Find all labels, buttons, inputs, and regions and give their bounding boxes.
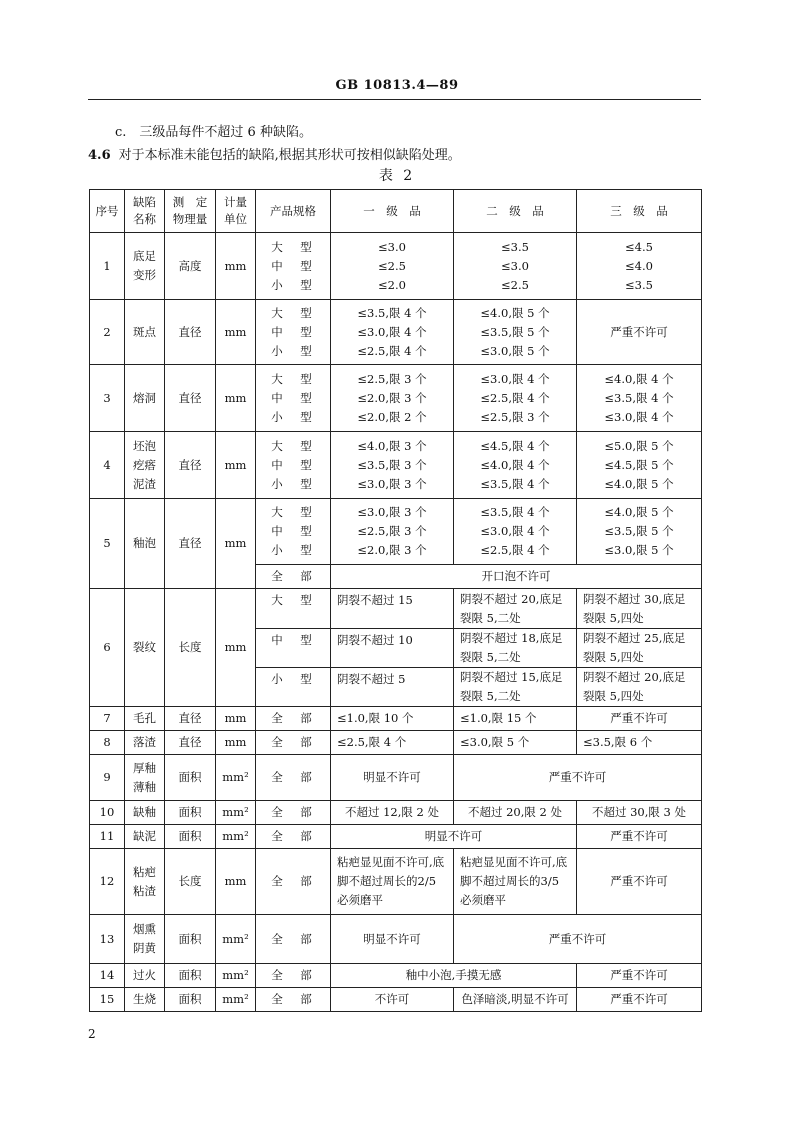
table-row: 12 粘疤 粘渣 长度 mm 全 部 粘疤显见面不许可,底 脚不超过周长的2/5 必须磨平 粘疤显见面不许可,底 脚不超过周长的3/5 必须磨平 严重不许可	[90, 849, 702, 915]
header-rule	[88, 99, 701, 100]
defect-name: 烟熏 阴黄	[125, 915, 165, 964]
table-row: 14 过火 面积 mm² 全 部 釉中小泡,手摸无感 严重不许可	[90, 964, 702, 988]
defect-table	[89, 189, 702, 1012]
defect-name: 底足 变形	[125, 233, 165, 300]
spec-cell: 全 部	[256, 801, 331, 825]
defect-name: 粘疤 粘渣	[125, 849, 165, 915]
spec-cell: 全 部	[256, 731, 331, 755]
table-row: 15 生烧 面积 mm² 全 部 不许可 色泽暗淡,明显不许可 严重不许可	[90, 988, 702, 1012]
defect-name: 缺泥	[125, 825, 165, 849]
table-row: 中 型 阴裂不超过 10 阴裂不超过 18,底足 裂限 5,二处 阴裂不超过 25,底足 裂限 5,四处	[90, 629, 702, 668]
spec-cell: 全 部	[256, 988, 331, 1012]
defect-name: 厚釉 薄釉	[125, 755, 165, 801]
header-measure: 测 定 物理量	[165, 190, 216, 233]
defect-name: 坯泡 疙瘩 泥渣	[125, 432, 165, 499]
clause-4-6	[88, 144, 461, 163]
table-row: 9 厚釉 薄釉 面积 mm² 全 部 明显不许可 严重不许可	[90, 755, 702, 801]
page-number: 2	[88, 1027, 96, 1041]
header-grade-1: 一 级 品	[331, 190, 454, 233]
defect-name: 釉泡	[125, 499, 165, 589]
spec-cell: 全 部	[256, 915, 331, 964]
table-row: 8 落渣 直径 mm 全 部 ≤2.5,限 4 个 ≤3.0,限 5 个 ≤3.5,限 6 个	[90, 731, 702, 755]
spec-cell: 全 部	[256, 755, 331, 801]
table-header-row	[90, 190, 702, 233]
spec-cell: 小 型	[256, 668, 331, 707]
spec-cell: 全 部	[256, 707, 331, 731]
defect-name: 生烧	[125, 988, 165, 1012]
table-row: 全 部 开口泡不许可	[90, 565, 702, 589]
header-grade-2: 二 级 品	[454, 190, 577, 233]
defect-name: 熔洞	[125, 365, 165, 432]
table-row: 4 坯泡 疙瘩 泥渣 直径 mm 大 型 中 型 小 型 ≤4.0,限 3 个 ≤3.5,限 3 个 ≤3.0,限 3 个 ≤4.5,限 4 个 ≤4.0,限 4 个 ≤3.5,限 4 个 ≤5.0,限 5 个 ≤4.5,限 5 个 ≤4.0,限 5 个	[90, 432, 702, 499]
table-row: 5 釉泡 直径 mm 大 型 中 型 小 型 ≤3.0,限 3 个 ≤2.5,限 3 个 ≤2.0,限 3 个 ≤3.5,限 4 个 ≤3.0,限 4 个 ≤2.5,限 4 个 ≤4.0,限 5 个 ≤3.5,限 5 个 ≤3.0,限 5 个	[90, 499, 702, 565]
defect-name: 过火	[125, 964, 165, 988]
clause-number: 4.6	[88, 148, 111, 163]
header-unit: 计量 单位	[216, 190, 256, 233]
spec-cell: 大 型 中 型 小 型	[256, 233, 331, 300]
spec-cell: 中 型	[256, 629, 331, 668]
defect-name: 缺釉	[125, 801, 165, 825]
defect-name: 斑点	[125, 300, 165, 365]
defect-name: 裂纹	[125, 589, 165, 707]
spec-cell: 大 型 中 型 小 型	[256, 365, 331, 432]
spec-cell: 大 型 中 型 小 型	[256, 499, 331, 565]
defect-name: 毛孔	[125, 707, 165, 731]
table-row: 13 烟熏 阴黄 面积 mm² 全 部 明显不许可 严重不许可	[90, 915, 702, 964]
spec-cell: 全 部	[256, 849, 331, 915]
table-row: 3 熔洞 直径 mm 大 型 中 型 小 型 ≤2.5,限 3 个 ≤2.0,限 3 个 ≤2.0,限 2 个 ≤3.0,限 4 个 ≤2.5,限 4 个 ≤2.5,限 3 个 ≤4.0,限 4 个 ≤3.5,限 4 个 ≤3.0,限 4 个	[90, 365, 702, 432]
spec-cell: 大 型 中 型 小 型	[256, 300, 331, 365]
table-row: 6 裂纹 长度 mm 大 型 阴裂不超过 15 阴裂不超过 20,底足 裂限 5,二处 阴裂不超过 30,底足 裂限 5,四处	[90, 589, 702, 629]
spec-cell: 全 部	[256, 825, 331, 849]
defect-name: 落渣	[125, 731, 165, 755]
table-caption: 表 2	[378, 168, 416, 184]
header-defect: 缺陷 名称	[125, 190, 165, 233]
clause-text: 对于本标准未能包括的缺陷,根据其形状可按相似缺陷处理。	[118, 148, 461, 163]
header-grade-3: 三 级 品	[577, 190, 702, 233]
table-row: 2 斑点 直径 mm 大 型 中 型 小 型 ≤3.5,限 4 个 ≤3.0,限 4 个 ≤2.5,限 4 个 ≤4.0,限 5 个 ≤3.5,限 5 个 ≤3.0,限 5 个 严重不许可	[90, 300, 702, 365]
table-row: 10 缺釉 面积 mm² 全 部 不超过 12,限 2 处 不超过 20,限 2 处 不超过 30,限 3 处	[90, 801, 702, 825]
header-seq: 序号	[90, 190, 125, 233]
clause-c: c. 三级品每件不超过 6 种缺陷。	[115, 125, 312, 140]
spec-cell: 全 部	[256, 964, 331, 988]
spec-cell: 大 型 中 型 小 型	[256, 432, 331, 499]
table-row: 小 型 阴裂不超过 5 阴裂不超过 15,底足 裂限 5,二处 阴裂不超过 20,底足 裂限 5,四处	[90, 668, 702, 707]
table-row: 1 底足 变形 高度 mm 大 型 中 型 小 型 ≤3.0 ≤2.5 ≤2.0 ≤3.5 ≤3.0 ≤2.5 ≤4.5 ≤4.0 ≤3.5	[90, 233, 702, 300]
page-header: GB 10813.4—89	[335, 78, 459, 93]
header-spec: 产品规格	[256, 190, 331, 233]
spec-cell: 大 型	[256, 589, 331, 629]
table-row: 7 毛孔 直径 mm 全 部 ≤1.0,限 10 个 ≤1.0,限 15 个 严重不许可	[90, 707, 702, 731]
spec-cell: 全 部	[256, 565, 331, 589]
table-row: 11 缺泥 面积 mm² 全 部 明显不许可 严重不许可	[90, 825, 702, 849]
